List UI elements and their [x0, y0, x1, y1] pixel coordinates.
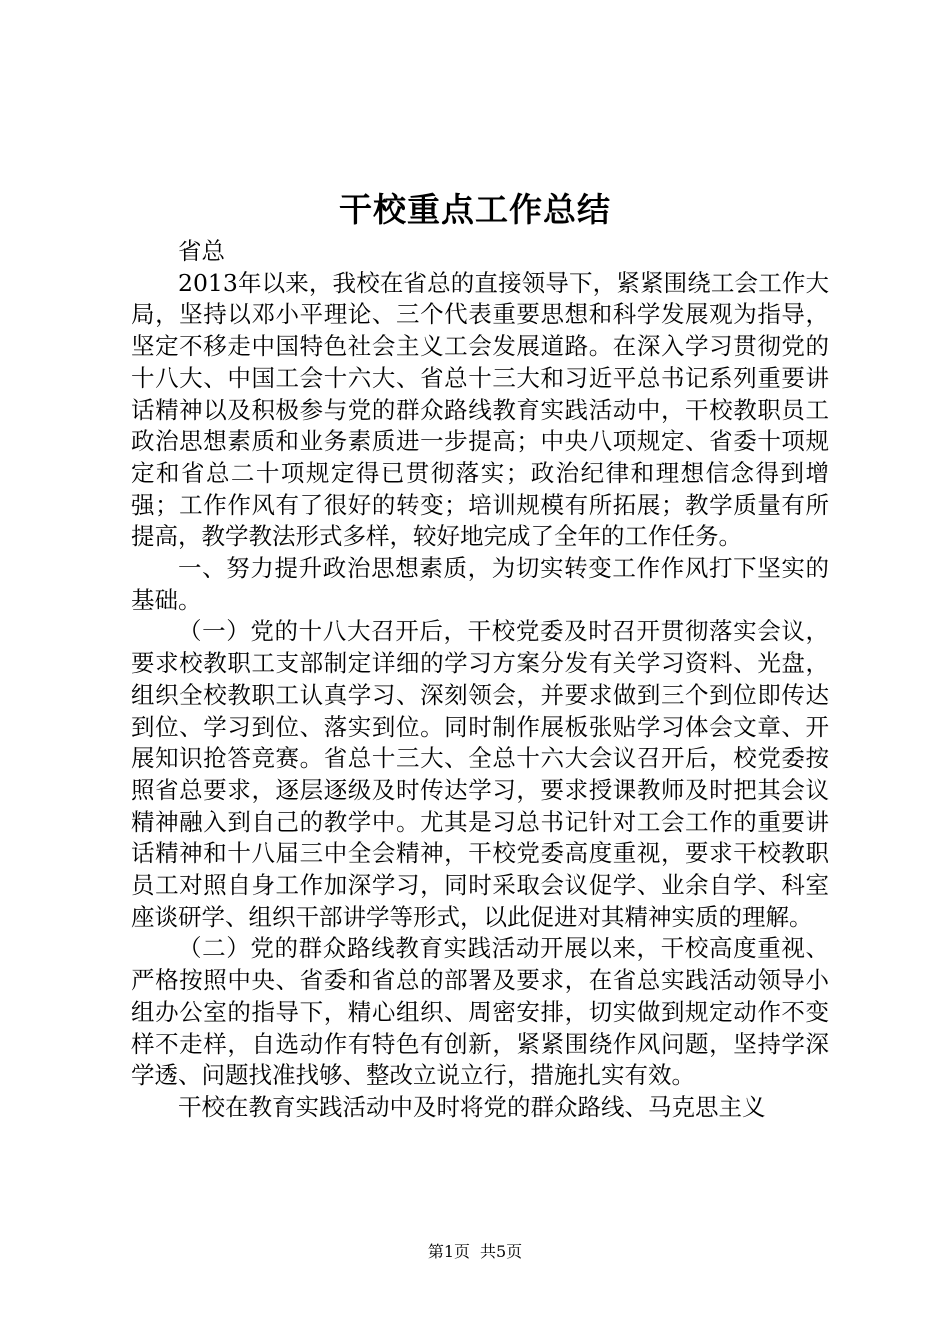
page-number-total: 共5页: [480, 1242, 523, 1261]
document-body: [131, 236, 829, 1124]
page-footer: [0, 1240, 950, 1264]
paragraph: 干校在教育实践活动中及时将党的群众路线、马克思主义: [178, 1092, 766, 1121]
paragraph: 一、努力提升政治思想素质，为切实转变工作作风打下坚实的基础。: [131, 554, 829, 614]
paragraph: （二）党的群众路线教育实践活动开展以来，干校高度重视、严格按照中央、省委和省总的部署及要求，在省总实践活动领导小组办公室的指导下，精心组织、周密安排，切实做到规定动作不变样不走样，自选动作有特色有创新，紧紧围绕作风问题，坚持学深学透、问题找准找够、整改立说立行，措施扎实有效。: [131, 934, 829, 1090]
document-title: 干校重点工作总结: [339, 190, 611, 229]
paragraph: 2013年以来，我校在省总的直接领导下，紧紧围绕工会工作大局，坚持以邓小平理论、三个代表重要思想和科学发展观为指导，坚定不移走中国特色社会主义工会发展道路。在深入学习贯彻党的十八大、中国工会十六大、省总十三大和习近平总书记系列重要讲话精神以及积极参与党的群众路线教育实践活动中，干校教职员工政治思想素质和业务素质进一步提高；中央八项规定、省委十项规定和省总二十项规定得已贯彻落实；政治纪律和理想信念得到增强；工作作风有了很好的转变；培训规模有所拓展；教学质量有所提高，教学教法形式多样，较好地完成了全年的工作任务。: [131, 268, 829, 551]
paragraph: 省总: [178, 237, 225, 265]
paragraph: （一）党的十八大召开后，干校党委及时召开贯彻落实会议，要求校教职工支部制定详细的学习方案分发有关学习资料、光盘，组织全校教职工认真学习、深刻领会，并要求做到三个到位即传达到位、学习到位、落实到位。同时制作展板张贴学习体会文章、开展知识抢答竞赛。省总十三大、全总十六大会议召开后，校党委按照省总要求，逐层逐级及时传达学习，要求授课教师及时把其会议精神融入到自己的教学中。尤其是习总书记针对工会工作的重要讲话精神和十八届三中全会精神，干校党委高度重视，要求干校教职员工对照自身工作加深学习，同时采取会议促学、业余自学、科室座谈研学、组织干部讲学等形式，以此促进对其精神实质的理解。: [131, 617, 829, 931]
page-number-current: 第1页: [427, 1242, 470, 1261]
